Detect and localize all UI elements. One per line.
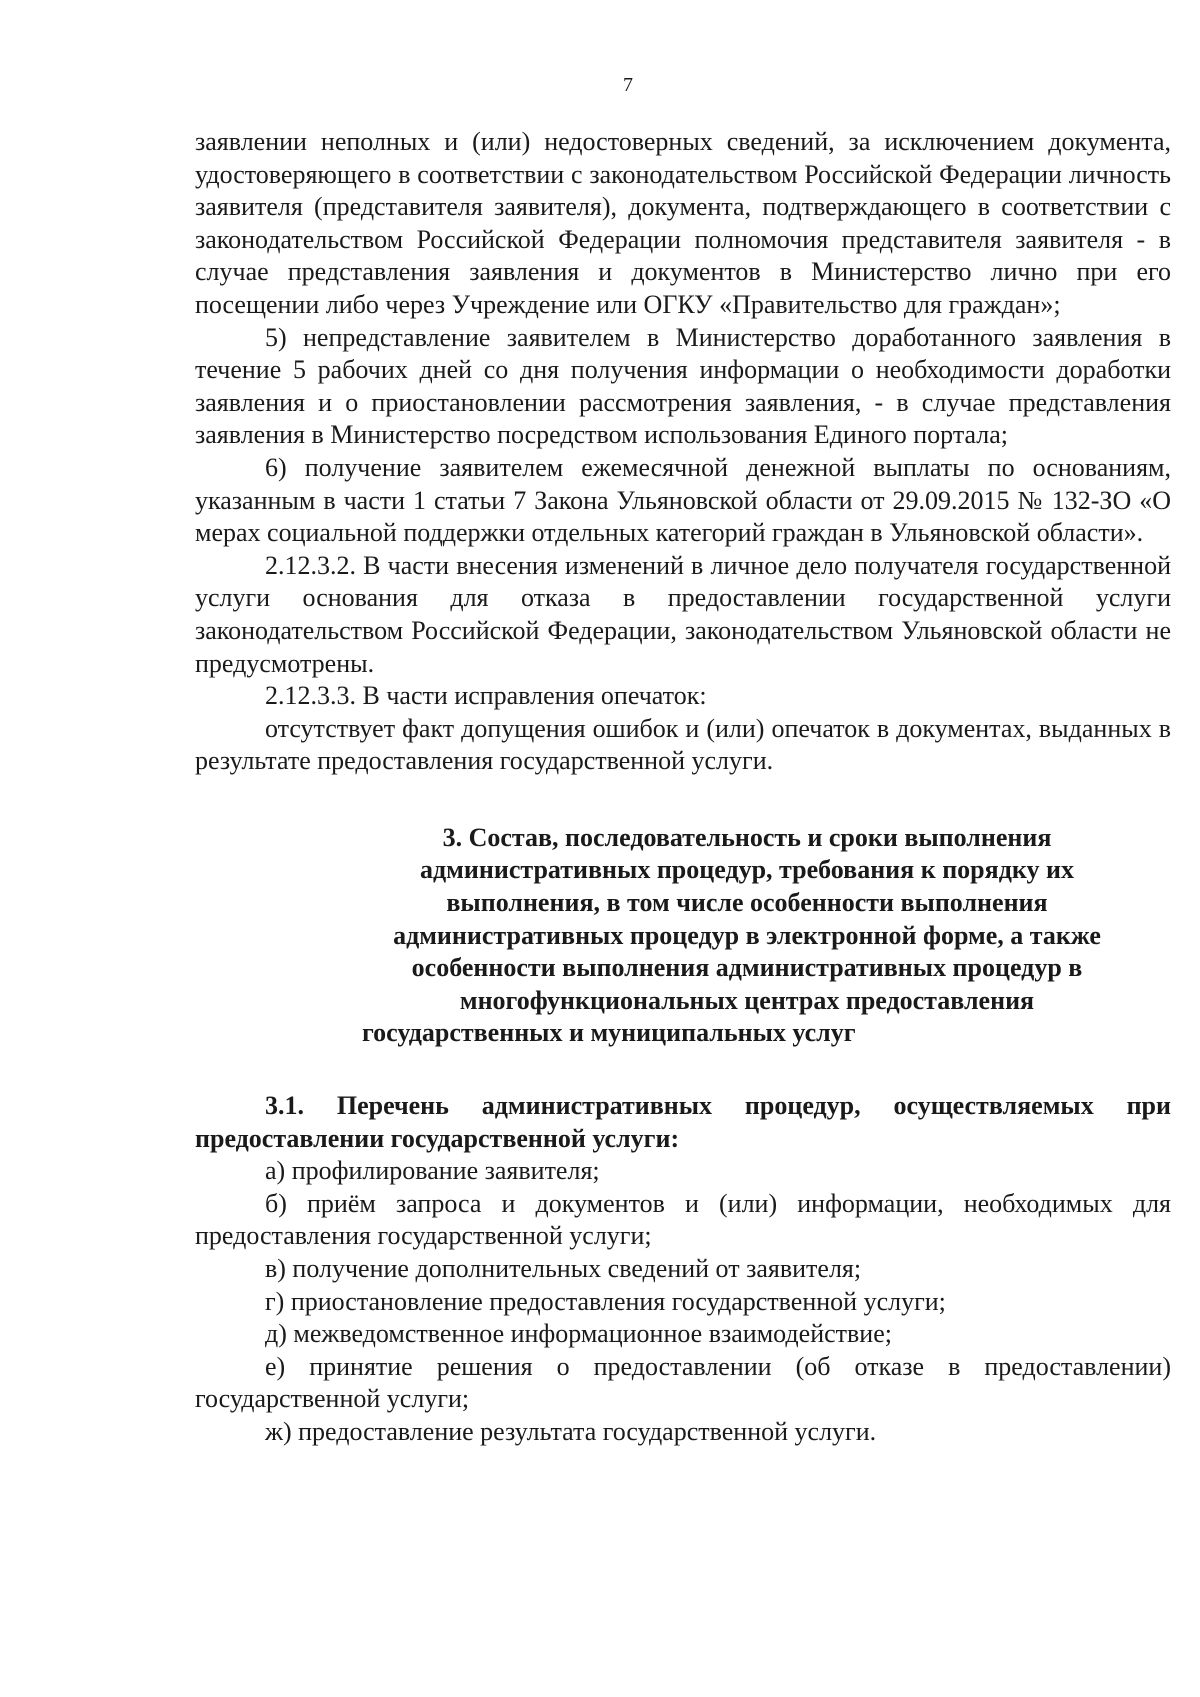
list-item: а) профилирование заявителя; [265,1156,600,1186]
paragraph-typos: отсутствует факт допущения ошибок и (или) опечаток в документах, выданных в результате предоставления государственной услуги. [195,713,1171,776]
list-item: е) принятие решения о предоставлении (об отказе в предоставлении) государственной услуги; [195,1351,1171,1414]
page-number: 7 [623,74,633,96]
section-3-heading: 3. Состав, последовательность и сроки выполнения административных процедур, требования к порядку их выполнения, в том числе особенности выполнения административных процедур в электронной форме, а также особенности выполнения административных процедур в многофункциональных центрах предоставления государственных и муниципальных услуг [362,822,1101,1048]
paragraph-item-6: 6) получение заявителем ежемесячной денежной выплаты по основаниям, указанным в части 1 статьи 7 Закона Ульяновской области от 29.09.2015 № 132-ЗО «О мерах социальной поддержки отдельных категорий граждан в Ульяновской области». [195,452,1171,548]
subsection-3-1-heading: 3.1. Перечень административных процедур, осуществляемых при предоставлении государственной услуги: [195,1091,1171,1153]
list-item: в) получение дополнительных сведений от заявителя; [265,1254,862,1283]
document-body [195,126,1171,1449]
list-item: ж) предоставление результата государственной услуги. [265,1416,877,1446]
paragraph-2-12-3-3: 2.12.3.3. В части исправления опечаток: [265,681,707,711]
list-item: д) межведомственное информационное взаимодействие; [265,1319,892,1349]
paragraph-2-12-3-2: 2.12.3.2. В части внесения изменений в личное дело получателя государственной услуги основания для отказа в предоставлении государственной услуги законодательством Российской Федерации, законодательством Ульяновской области не предусмотрены. [195,550,1171,678]
list-item: б) приём запроса и документов и (или) информации, необходимых для предоставления государственной услуги; [195,1188,1171,1251]
paragraph-item-5: 5) непредставление заявителем в Министерство доработанного заявления в течение 5 рабочих дней со дня получения информации о необходимости доработки заявления и о приостановлении рассмотрения заявления, - в случае представления заявления в Министерство посредством использования Единого портала; [195,322,1171,450]
list-item: г) приостановление предоставления государственной услуги; [265,1286,946,1316]
paragraph-continuation: заявлении неполных и (или) недостоверных сведений, за исключением документа, удостоверяющего в соответствии с законодательством Российской Федерации личность заявителя (представителя заявителя), документа, подтверждающего в соответствии с законодательством Российской Федерации полномочия представителя заявителя - в случае представления заявления и документов в Министерство лично при его посещении либо через Учреждение или ОГКУ «Правительство для граждан»; [195,127,1171,319]
